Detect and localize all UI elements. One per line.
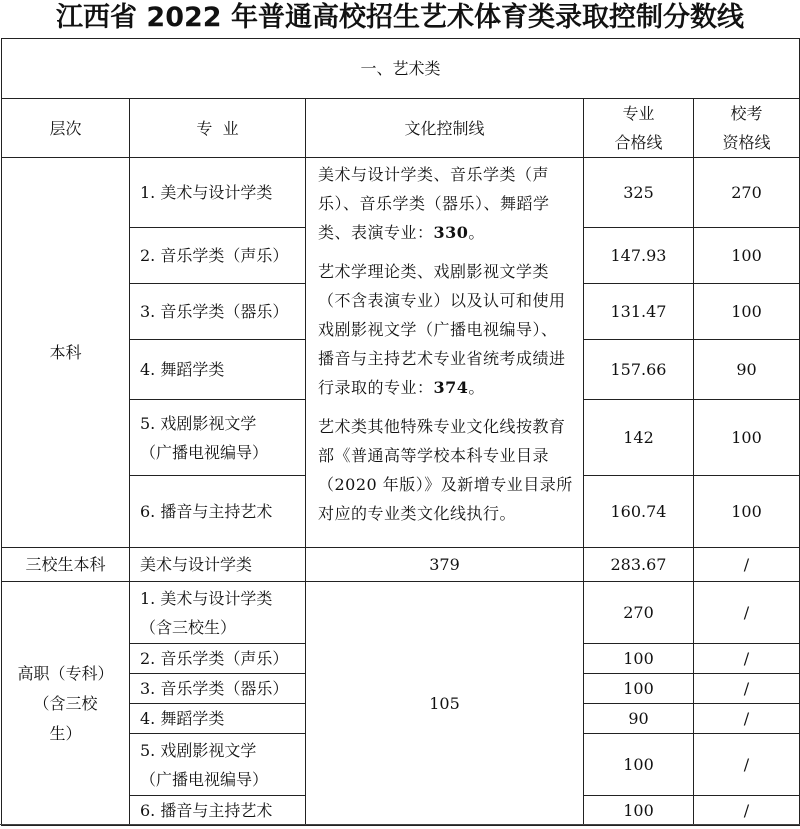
- major-cell: 1. 美术与设计学类 （含三校生）: [130, 582, 306, 644]
- major-line-cell: 270: [584, 582, 694, 644]
- header-school-line-2: 资格线: [722, 133, 771, 152]
- header-school-line: [694, 99, 800, 158]
- table-row: [2, 582, 800, 644]
- school-line-cell: /: [694, 796, 800, 826]
- major-cell: 1. 美术与设计学类: [130, 158, 306, 228]
- major-line-cell: 100: [584, 796, 694, 826]
- major-cell: 5. 戏剧影视文学 （广播电视编导）: [130, 734, 306, 796]
- school-line-cell: 90: [694, 340, 800, 400]
- school-line-cell: /: [694, 734, 800, 796]
- major-line-cell: 100: [584, 644, 694, 674]
- school-line-cell: /: [694, 582, 800, 644]
- major-line-cell: 100: [584, 734, 694, 796]
- school-line-cell: /: [694, 704, 800, 734]
- header-level: 层次: [2, 99, 130, 158]
- major-line-cell: 90: [584, 704, 694, 734]
- major-line-cell: 325: [584, 158, 694, 228]
- header-major: 专 业: [130, 99, 306, 158]
- major-cell: 2. 音乐学类（声乐）: [130, 228, 306, 284]
- table-row: [2, 548, 800, 582]
- major-line-cell: 283.67: [584, 548, 694, 582]
- header-major-line-2: 合格线: [614, 133, 663, 152]
- major-cell: 4. 舞蹈学类: [130, 340, 306, 400]
- major-line-cell: 160.74: [584, 476, 694, 548]
- major-cell: 6. 播音与主持艺术: [130, 796, 306, 826]
- page-title: 江西省 2022 年普通高校招生艺术体育类录取控制分数线: [56, 2, 744, 33]
- culture-paragraph: 艺术学理论类、戏剧影视文学类（不含表演专业）以及认可和使用戏剧影视文学（广播电视编导）、播音与主持艺术专业省统考成绩进行录取的专业：374。: [318, 262, 566, 397]
- major-cell: 3. 音乐学类（器乐）: [130, 284, 306, 340]
- major-cell: 6. 播音与主持艺术: [130, 476, 306, 548]
- school-line-cell: 100: [694, 284, 800, 340]
- school-line-cell: /: [694, 674, 800, 704]
- major-cell: 美术与设计学类: [130, 548, 306, 582]
- school-line-cell: 100: [694, 476, 800, 548]
- level-gaozhi: 高职（专科） （含三校 生）: [2, 582, 130, 826]
- major-line-cell: 142: [584, 400, 694, 476]
- school-line-cell: 100: [694, 228, 800, 284]
- section-row: [2, 39, 800, 99]
- major-cell: 5. 戏剧影视文学 （广播电视编导）: [130, 400, 306, 476]
- section-title: 一、艺术类: [2, 39, 800, 99]
- culture-paragraph: 美术与设计学类、音乐学类（声乐）、音乐学类（器乐）、舞蹈学类、表演专业：330。: [318, 165, 550, 242]
- header-culture-line: 文化控制线: [306, 99, 584, 158]
- culture-line-sanxiao: 379: [306, 548, 584, 582]
- header-row: [2, 99, 800, 158]
- level-sanxiao: 三校生本科: [2, 548, 130, 582]
- major-line-cell: 131.47: [584, 284, 694, 340]
- culture-line-benke: [306, 158, 584, 548]
- table-row: [2, 158, 800, 228]
- level-benke: 本科: [2, 158, 130, 548]
- school-line-cell: 270: [694, 158, 800, 228]
- header-major-line-1: 专业: [622, 104, 655, 123]
- culture-line-gaozhi: 105: [306, 582, 584, 826]
- culture-value: 330: [433, 223, 469, 242]
- major-line-cell: 100: [584, 674, 694, 704]
- major-cell: 3. 音乐学类（器乐）: [130, 674, 306, 704]
- school-line-cell: /: [694, 644, 800, 674]
- school-line-cell: 100: [694, 400, 800, 476]
- header-major-line: [584, 99, 694, 158]
- major-cell: 4. 舞蹈学类: [130, 704, 306, 734]
- major-line-cell: 157.66: [584, 340, 694, 400]
- culture-paragraph: 艺术类其他特殊专业文化线按教育部《普通高等学校本科专业目录（2020 年版）》及新增专业目录所对应的专业类文化线执行。: [318, 417, 573, 523]
- bottom-rule: [0, 824, 800, 829]
- major-cell: 2. 音乐学类（声乐）: [130, 644, 306, 674]
- header-school-line-1: 校考: [730, 104, 763, 123]
- culture-value: 374: [433, 378, 469, 397]
- score-table: [1, 38, 800, 826]
- school-line-cell: /: [694, 548, 800, 582]
- major-line-cell: 147.93: [584, 228, 694, 284]
